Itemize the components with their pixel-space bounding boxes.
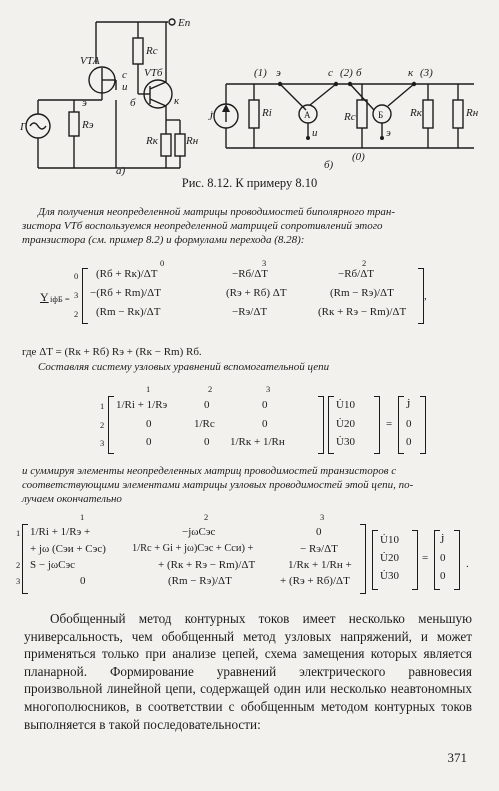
- node-k-b: к: [408, 67, 414, 79]
- node-b-a: б: [130, 97, 136, 109]
- node-2: (2): [340, 67, 353, 79]
- matrix2-cell-1-2: 0: [262, 418, 268, 430]
- node-1: (1): [254, 67, 267, 79]
- rc-label-a: Rс: [146, 45, 158, 57]
- matrix3-r1-c1: −jωCэс: [182, 526, 216, 538]
- intro-line-2: зистора VTб воспользуемся неопределенной матрицей сопротивлений этого: [22, 220, 383, 232]
- matrix3-r1b-c0: + jω (Cэи + Cэс): [30, 543, 106, 555]
- intro-line-3: транзистора (см. пример 8.2) и формулами перехода (8.28):: [22, 234, 305, 246]
- matrix3-r1b-c2: − Rэ/ΔT: [300, 543, 338, 555]
- matrix2-cell-0-1: 0: [204, 399, 210, 411]
- vec3-u10: U̇10: [380, 534, 399, 546]
- transistor-b-label: Б: [378, 110, 384, 120]
- figure-caption: Рис. 8.12. К примеру 8.10: [181, 176, 318, 190]
- matrix3-r3-c0: 0: [80, 575, 86, 587]
- node-k-a: к: [174, 95, 180, 107]
- node-0: (0): [352, 151, 365, 163]
- vta-label: VTА: [80, 55, 100, 67]
- compose-line: Составляя систему узловых уравнений вспомогательной цепи: [38, 361, 330, 373]
- node-c-b: c: [328, 67, 333, 79]
- node-e2-b: э: [386, 127, 391, 139]
- matrix2-col-idx-0: 1: [146, 384, 151, 394]
- matrix3-right-bracket: [360, 524, 366, 594]
- matrix2-row-idx-0: 1: [100, 401, 105, 411]
- vec2-u20: U̇20: [336, 418, 355, 430]
- rhs2-right-bracket: [420, 396, 426, 454]
- rhs2-left-bracket: [398, 396, 404, 454]
- sub-label-b: б): [324, 159, 334, 171]
- matrix1-col-idx-1: 3: [262, 258, 267, 268]
- matrix1-cell-1-0: −(Rб + Rm)/ΔT: [90, 287, 161, 299]
- sum-line-3: лучаем окончательно: [22, 493, 122, 505]
- matrix1-cell-2-2: (Rк + Rэ − Rm)/ΔT: [318, 306, 407, 318]
- vtb-label: VTб: [144, 67, 163, 79]
- ri-label: Ri: [262, 107, 272, 119]
- rhs2-j: J̇: [406, 399, 411, 411]
- vec2-u30: U̇30: [336, 436, 355, 448]
- delta-definition: где ΔT = (Rк + Rб) Rэ + (Rк − Rm) Rб.: [22, 346, 202, 358]
- node-i-a: и: [122, 81, 128, 93]
- vec2-left-bracket: [328, 396, 334, 454]
- matrix3-r3-c1: (Rm − Rэ)/ΔT: [168, 575, 232, 587]
- transistor-a-label: A: [304, 110, 311, 120]
- matrix3-col-idx-0: 1: [80, 512, 85, 522]
- matrix3-left-bracket: [22, 524, 28, 594]
- vec3-left-bracket: [372, 530, 378, 590]
- matrix2-cell-1-0: 0: [146, 418, 152, 430]
- current-source-label: J̇: [208, 111, 213, 123]
- rhs3-j: J̇: [440, 534, 445, 546]
- matrix3-row-idx-0: 1: [16, 528, 21, 538]
- matrix1-label-sub: iфБ =: [50, 294, 70, 304]
- rk-label-b: Rк: [410, 107, 422, 119]
- vec2-u10: U̇10: [336, 399, 355, 411]
- matrix1-left-bracket: [82, 268, 88, 324]
- matrix1-row-idx-2: 2: [74, 309, 79, 319]
- matrix3-r2-c2: 1/Rк + 1/Rн +: [288, 559, 352, 571]
- page-number: 371: [447, 750, 467, 765]
- rk-label-a: Rк: [146, 135, 158, 147]
- matrix2-col-idx-1: 2: [208, 384, 213, 394]
- node-b-b: б: [356, 67, 362, 79]
- matrix3-col-idx-2: 3: [320, 512, 325, 522]
- matrix1-col-idx-2: 2: [362, 258, 367, 268]
- matrix3-row-idx-2: 3: [16, 576, 21, 586]
- node-i-b: и: [312, 127, 318, 139]
- vec2-right-bracket: [374, 396, 380, 454]
- vec3-right-bracket: [412, 530, 418, 590]
- matrix1-cell-0-2: −Rб/ΔT: [338, 268, 374, 280]
- matrix1-cell-2-1: −Rэ/ΔT: [232, 306, 268, 318]
- body-paragraph: Обобщенный метод контурных токов имеет несколько меньшую универсальность, чем обобщенный метод узловых напряжений, и может применяться только при анализе цепей, схема замещения которых является планарной. Формирование уравнений электрического равновесия произвольной линейной цепи, содержащей один или несколько неавтономных многополюсников, в соответствии с обобщенным методом контурных токов выполняется в такой последовательности:: [24, 611, 472, 732]
- circuit-figure: [18, 8, 480, 176]
- power-label: Eп: [178, 17, 191, 29]
- matrix1-cell-0-1: −Rб/ΔT: [232, 268, 268, 280]
- matrix3-r1-c2: 0: [316, 526, 322, 538]
- matrix1-cell-1-2: (Rm − Rэ)/ΔT: [330, 287, 394, 299]
- matrix1-col-idx-0: 0: [160, 258, 165, 268]
- matrix1-row-idx-0: 0: [74, 271, 79, 281]
- matrix2-col-idx-2: 3: [266, 384, 271, 394]
- rhs3-0a: 0: [440, 552, 446, 564]
- matrix2-cell-2-1: 0: [204, 436, 210, 448]
- matrix1-cell-1-1: (Rэ + Rб) ΔT: [226, 287, 287, 299]
- rhs3-0b: 0: [440, 570, 446, 582]
- node-e1-b: э: [276, 67, 281, 79]
- matrix2-row-idx-2: 3: [100, 438, 105, 448]
- sum-line-1: и суммируя элементы неопределенных матриц проводимостей транзисторов с: [22, 465, 397, 477]
- matrix2-row-idx-1: 2: [100, 420, 105, 430]
- node-e-a: э: [82, 97, 87, 109]
- matrix1-row-idx-1: 3: [74, 290, 79, 300]
- rn-label-a: Rн: [186, 135, 199, 147]
- matrix2-cell-1-1: 1/Rс: [194, 418, 215, 430]
- node-3: (3): [420, 67, 433, 79]
- matrix3-r2-c1: + (Rк + Rэ − Rm)/ΔT: [158, 559, 256, 571]
- matrix1-cell-0-0: (Rб + Rк)/ΔT: [96, 268, 158, 280]
- matrix3-col-idx-1: 2: [204, 512, 209, 522]
- vec3-u30: U̇30: [380, 570, 399, 582]
- matrix1-cell-2-0: (Rm − Rк)/ΔT: [96, 306, 161, 318]
- sum-line-2: соответствующими элементами матрицы узловых проводимостей этой цепи, по-: [22, 479, 414, 491]
- matrix2-right-bracket: [318, 396, 324, 454]
- matrix2-cell-0-2: 0: [262, 399, 268, 411]
- book-page: Eп Rс VTА VTб c и б к э Г Rэ Rк Rн a) J̇ Ri Rс Rк Rн A Б (1) (2) (3) (0) э c б к и э б) Рис. 8.12. К примеру 8.10 Для получения неопределенной матрицы проводимостей биполярного тран- зистора VTб воспользуемся неопределенной матрицей сопротивлений этого транзистора (см. пример 8.2) и формулами перехода (8.28): Y iфБ = 0 3 2 0 3 2 (Rб + Rк)/ΔT −Rб/ΔT −Rб/ΔT −(Rб + Rm)/ΔT (Rэ + Rб) ΔT (Rm − Rэ)/ΔT (Rm − Rк)/ΔT −Rэ/ΔT (Rк + Rэ − Rm)/ΔT , где ΔT = (Rк + Rб) Rэ + (Rк − Rm) Rб. Составляя систему узловых уравнений вспомогательной цепи 1 2 3 1 2 3 1/Ri + 1/Rэ 0 0 0 1/Rс 0 0 0 1/Rк + 1/Rн U̇10 U̇20 U̇30 = J̇ 0 0 и суммируя элементы неопределенных матриц проводимостей транзисторов с соответствующими элементами матрицы узловых проводимостей этой цепи, по- лучаем окончательно 1 2 3 1 2 3 1/Ri + 1/Rэ + −jωCэс 0 + jω (Cэи + Cэс) 1/Rс + Gi + jω)Cэс + Cси) + − Rэ/ΔT S − jωCэс + (Rк + Rэ − Rm)/ΔT 1/Rк + 1/Rн + 0 (Rm − Rэ)/ΔT + (Rэ + Rб)/ΔT U̇10 U̇20 U̇30 = J̇ 0 0 . Обобщенный метод контурных токов имеет несколько меньшую универсальность, чем обобщенный метод узловых напряжений, и может применяться только при анализе цепей, схема замещения которых является планарной. Формирование уравнений электрического равновесия произвольной линейной цепи, содержащей один или несколько неавтономных многополюсников, в соответствии с обобщенным методом контурных токов выполняется в такой последовательности: 371: [0, 0, 499, 791]
- rhs3-right-bracket: [454, 530, 460, 590]
- vec3-u20: U̇20: [380, 552, 399, 564]
- node-c-a: c: [122, 69, 127, 81]
- matrix2-cell-2-0: 0: [146, 436, 152, 448]
- matrix3-r1b-c1: 1/Rс + Gi + jω)Cэс + Cси) +: [132, 543, 254, 554]
- matrix3-r2-c0: S − jωCэс: [30, 559, 76, 571]
- rhs2-0b: 0: [406, 436, 412, 448]
- re-label: Rэ: [82, 119, 94, 131]
- sub-label-a: a): [116, 165, 126, 176]
- rhs2-0a: 0: [406, 418, 412, 430]
- matrix2-left-bracket: [108, 396, 114, 454]
- rc-label-b: Rс: [344, 111, 356, 123]
- rn-label-b: Rн: [466, 107, 479, 119]
- matrix1-label: Y: [40, 290, 49, 304]
- matrix3-row-idx-1: 2: [16, 560, 21, 570]
- matrix2-cell-0-0: 1/Ri + 1/Rэ: [116, 399, 168, 411]
- matrix2-cell-2-2: 1/Rк + 1/Rн: [230, 436, 285, 448]
- source-label: Г: [20, 121, 27, 133]
- intro-line-1: Для получения неопределенной матрицы проводимостей биполярного тран-: [38, 206, 396, 218]
- matrix3-r1-c0: 1/Ri + 1/Rэ +: [30, 526, 91, 538]
- matrix3-r3-c2: + (Rэ + Rб)/ΔT: [280, 575, 350, 587]
